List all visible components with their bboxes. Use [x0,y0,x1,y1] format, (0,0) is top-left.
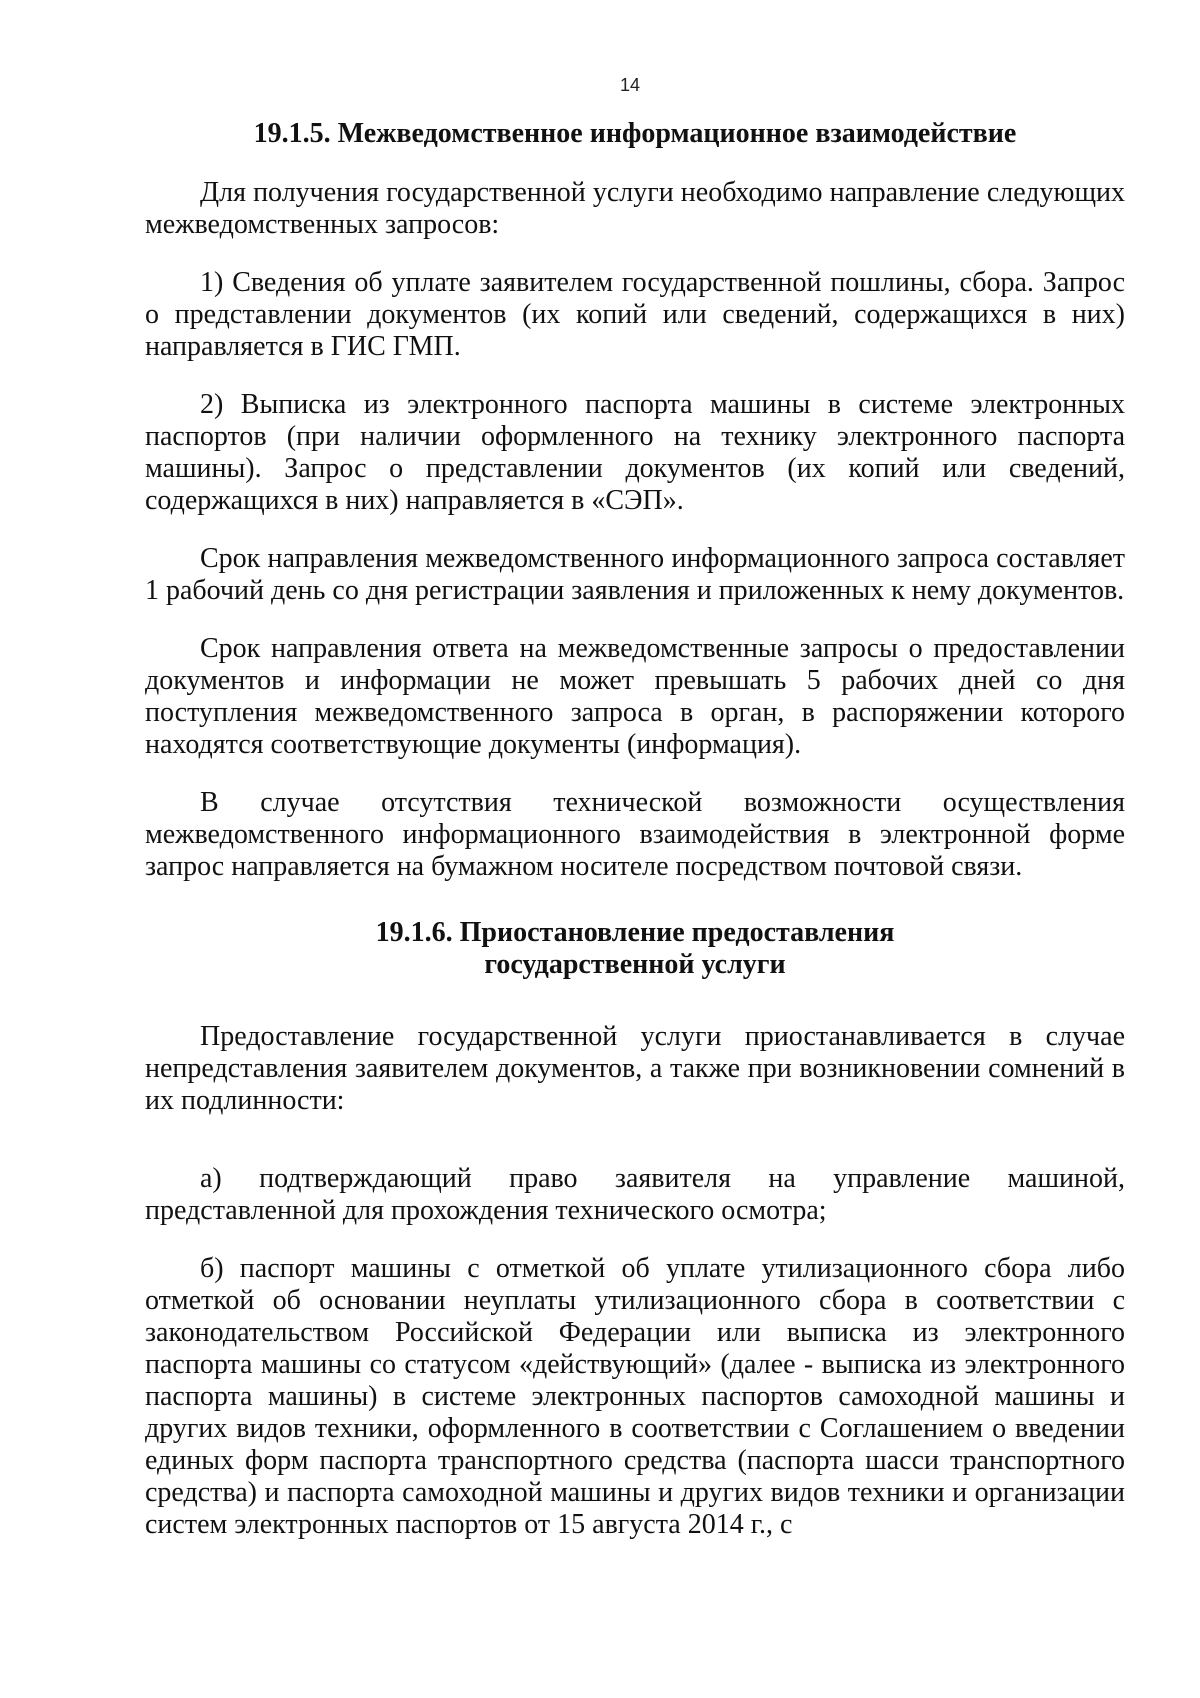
page-content [145,118,1125,1541]
section-heading-line-1: 19.1.6. Приостановление предоставления [375,917,895,948]
section-heading-19-1-6 [145,917,1125,981]
paragraph-suspension-intro: Предоставление государственной услуги приостанавливается в случае непредставления заявителем документов, а также при возникновении сомнений в их подлинности: [145,1021,1125,1116]
section-heading-line-2: государственной услуги [484,949,786,980]
paragraph-intro-requests: Для получения государственной услуги необходимо направление следующих межведомственных запросов: [145,177,1125,240]
paragraph-item-2: 2) Выписка из электронного паспорта машины в системе электронных паспортов (при наличии оформленного на технику электронного паспорта машины). Запрос о представлении документов (их копий или сведений, содержащихся в них) направляется в «СЭП». [145,389,1125,516]
paragraph-item-b: б) паспорт машины с отметкой об уплате утилизационного сбора либо отметкой об основании неуплаты утилизационного сбора в соответствии с законодательством Российской Федерации или выписка из электронного паспорта машины со статусом «действующий» (далее - выписка из электронного паспорта машины) в системе электронных паспортов самоходной машины и других видов техники, оформленного в соответствии с Соглашением о введении единых форм паспорта транспортного средства (паспорта шасси транспортного средства) и паспорта самоходной машины и других видов техники и организации систем электронных паспортов от 15 августа 2014 г., с [145,1253,1125,1540]
paragraph-item-1: 1) Сведения об уплате заявителем государственной пошлины, сбора. Запрос о представлении документов (их копий или сведений, содержащихся в них) направляется в ГИС ГМП. [145,267,1125,362]
paragraph-paper-fallback: В случае отсутствия технической возможности осуществления межведомственного информационного взаимодействия в электронной форме запрос направляется на бумажном носителе посредством почтовой связи. [145,787,1125,882]
section-heading-19-1-5: 19.1.5. Межведомственное информационное взаимодействие [253,118,1017,149]
page-number: 14 [619,75,641,95]
paragraph-response-deadline: Срок направления ответа на межведомственные запросы о предоставлении документов и информации не может превышать 5 рабочих дней со дня поступления межведомственного запроса в орган, в распоряжении которого находятся соответствующие документы (информация). [145,633,1125,760]
paragraph-item-a: а) подтверждающий право заявителя на управление машиной, представленной для прохождения технического осмотра; [145,1163,1125,1226]
paragraph-request-deadline: Срок направления межведомственного информационного запроса составляет 1 рабочий день со дня регистрации заявления и приложенных к нему документов. [145,543,1125,606]
